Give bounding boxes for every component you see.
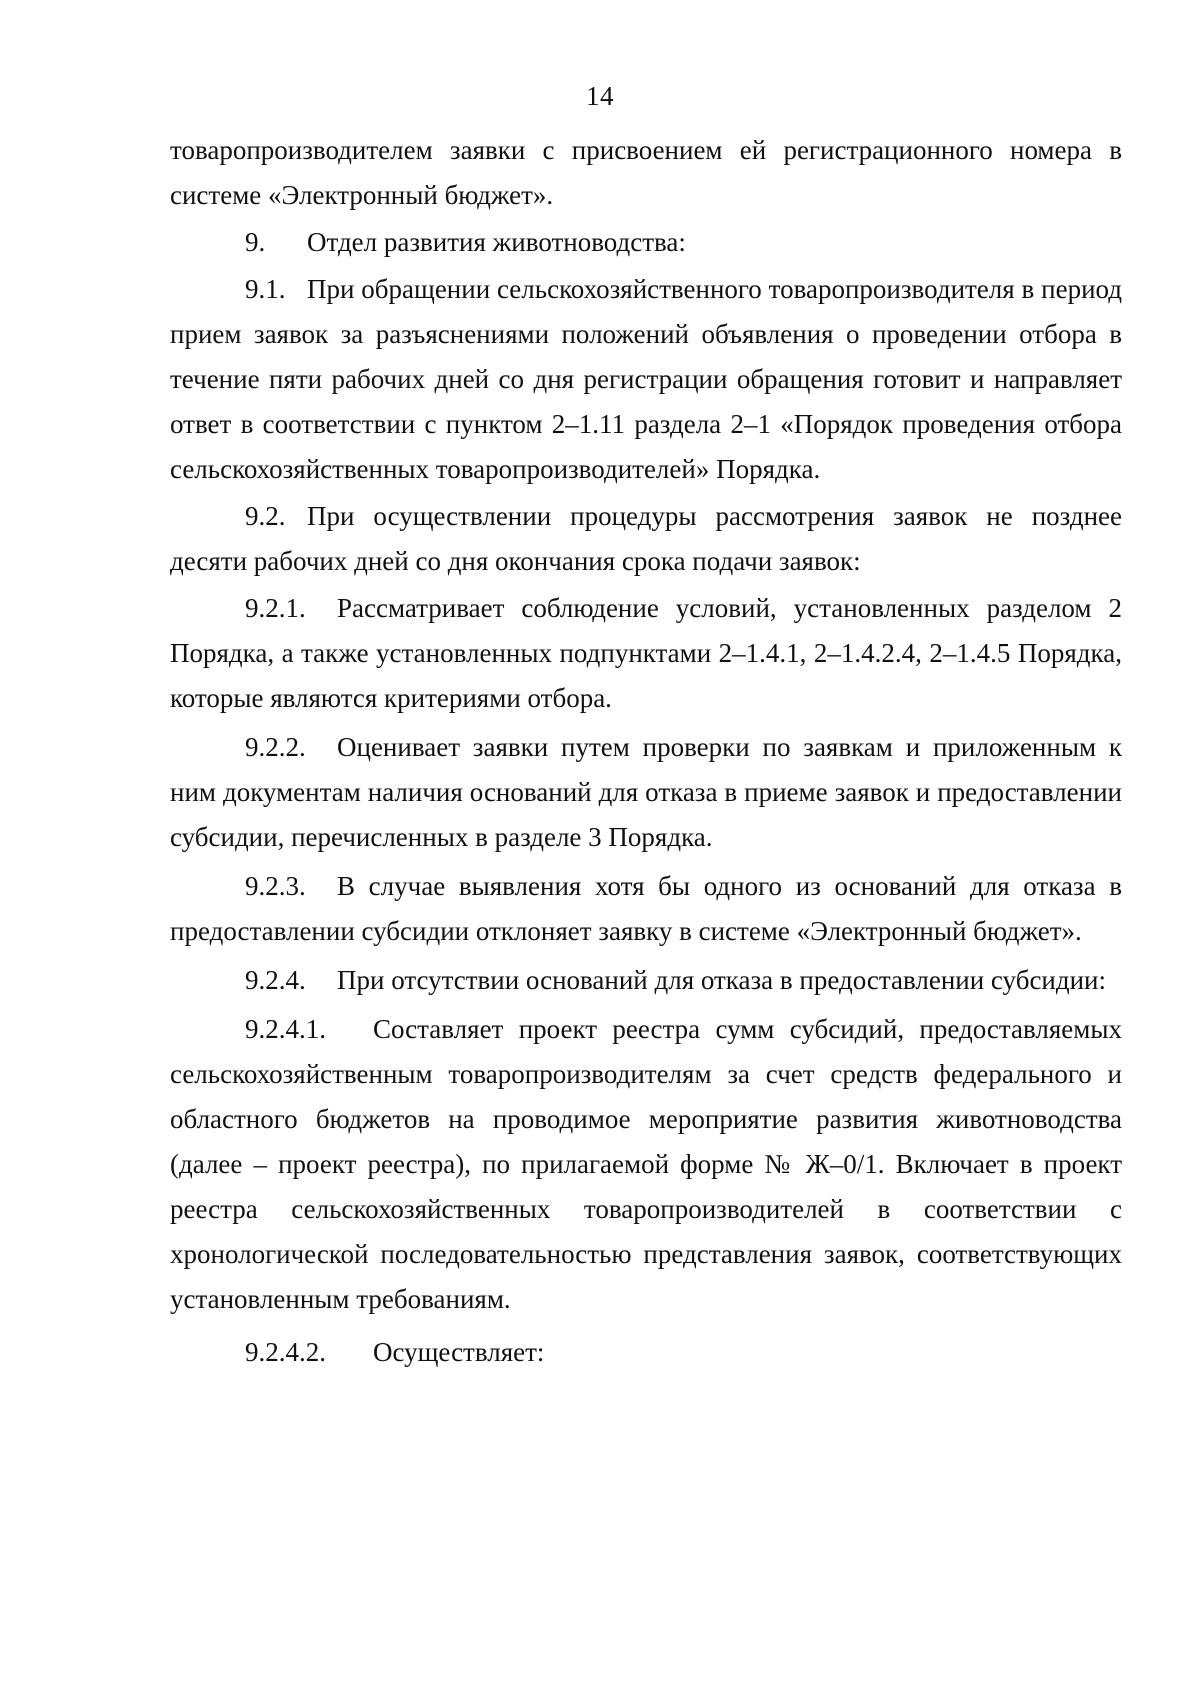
paragraph-text: При осуществлении процедуры рассмотрения заявок не позднее десяти рабочих дней со дня окончания срока подачи заявок: <box>170 501 1122 576</box>
paragraph-9-2-2 <box>170 725 1122 860</box>
paragraph-9-2-4 <box>170 958 1122 1003</box>
paragraph-text: При обращении сельскохозяйственного товаропроизводителя в период прием заявок за разъяснениями положений объявления о проведении отбора в течение пяти рабочих дней со дня регистрации обращения готовит и направляет ответ в соответствии с пунктом 2–1.11 раздела 2–1 «Порядок проведения отбора сельскохозяйственных товаропроизводителей» Порядка. <box>170 274 1122 484</box>
paragraph-9-2-3 <box>170 864 1122 954</box>
paragraph-text: При отсутствии оснований для отказа в предоставлении субсидии: <box>337 965 1107 995</box>
clause-number: 9.2.4.1. <box>245 1014 326 1044</box>
clause-number: 9.1. <box>245 274 286 304</box>
clause-number: 9.2.4. <box>245 965 306 995</box>
paragraph-text: товаропроизводителем заявки с присвоением ей регистрационного номера в системе «Электронный бюджет». <box>170 135 1122 210</box>
paragraph-9-2-1 <box>170 586 1122 721</box>
paragraph-text: Отдел развития животноводства: <box>307 227 686 257</box>
clause-number: 9.2.2. <box>245 732 306 762</box>
paragraph-9-2-4-2 <box>170 1330 1122 1375</box>
paragraph-9-2-4-1 <box>170 1007 1122 1322</box>
paragraph-9 <box>170 220 1122 265</box>
clause-number: 9.2.1. <box>245 593 306 623</box>
paragraph-text: Оценивает заявки путем проверки по заявкам и приложенным к ним документам наличия оснований для отказа в приеме заявок и предоставлении субсидии, перечисленных в разделе 3 Порядка. <box>170 732 1122 852</box>
clause-number: 9.2.3. <box>245 871 306 901</box>
paragraph-text: Составляет проект реестра сумм субсидий, предоставляемых сельскохозяйственным товаропроизводителям за счет средств федерального и областного бюджетов на проводимое мероприятие развития животноводства (далее – проект реестра), по прилагаемой форме № Ж–0/1. Включает в проект реестра сельскохозяйственных товаропроизводителей в соответствии с хронологической последовательностью представления заявок, соответствующих установленным требованиям. <box>170 1014 1122 1314</box>
paragraph-9-2 <box>170 494 1122 584</box>
clause-number: 9. <box>245 227 266 257</box>
paragraph-text: Рассматривает соблюдение условий, установленных разделом 2 Порядка, а также установленных подпунктами 2–1.4.1, 2–1.4.2.4, 2–1.4.5 Порядка, которые являются критериями отбора. <box>170 593 1122 713</box>
paragraph-9-1 <box>170 267 1122 492</box>
page-number: 14 <box>586 81 614 111</box>
paragraph-continuation <box>170 128 1122 218</box>
clause-number: 9.2.4.2. <box>245 1337 326 1367</box>
paragraph-text: Осуществляет: <box>373 1337 545 1367</box>
clause-number: 9.2. <box>245 501 286 531</box>
document-body <box>170 128 1122 1375</box>
paragraph-text: В случае выявления хотя бы одного из оснований для отказа в предоставлении субсидии отклоняет заявку в системе «Электронный бюджет». <box>170 871 1122 946</box>
